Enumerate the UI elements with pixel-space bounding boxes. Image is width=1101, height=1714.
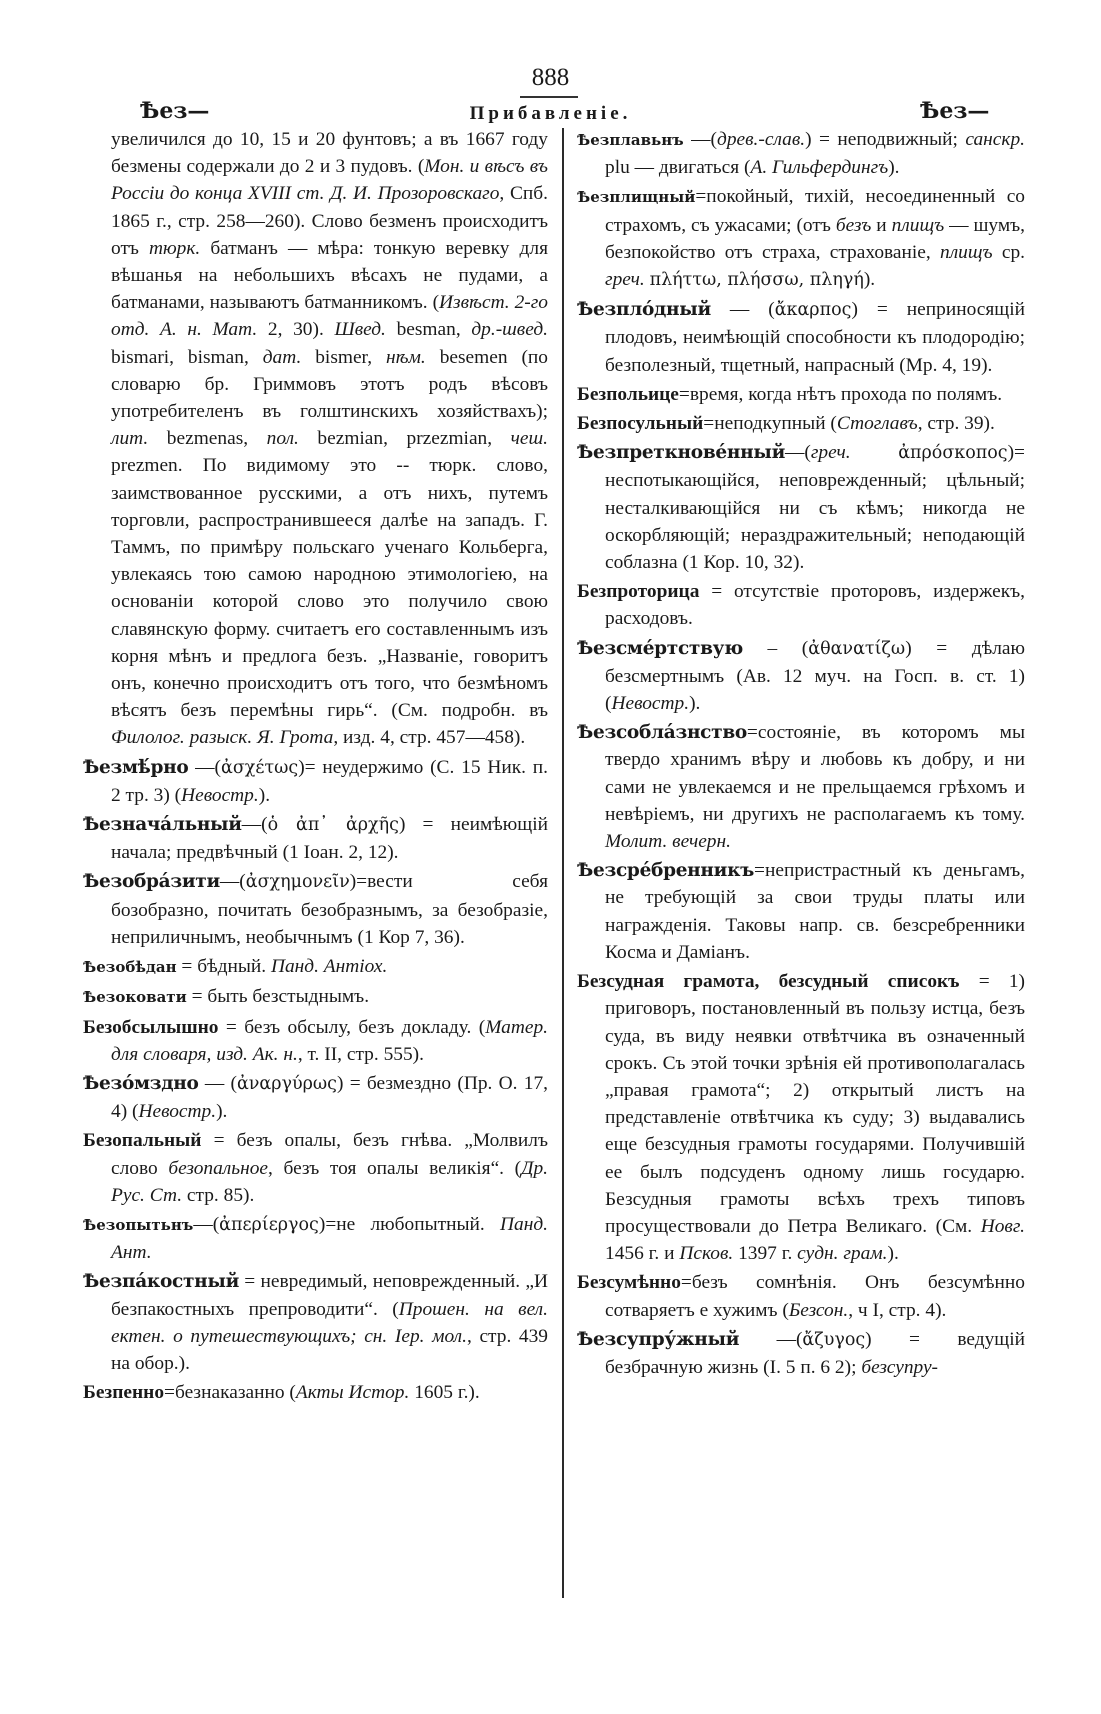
entry-text: , стр. 439 на обор.). — [111, 1325, 548, 1374]
entry-text: = безъ опалы, безъ гнѣва. „Молвилъ слово — [111, 1130, 548, 1179]
entry-text: —( — [241, 814, 268, 836]
greek-text: ἄζυγος — [802, 1329, 866, 1350]
italic-text: тюрк. — [148, 237, 201, 259]
right-column — [577, 126, 1025, 1383]
entry-text: , Спб. 1865 г., стр. 258—260). Слово безменъ происходитъ отъ — [111, 183, 548, 259]
entry-text: prezmen. По видимому это -- тюрк. слово, заимствованное русскими, а отъ нихъ, путемъ торговли, распространившееся далѣе на западъ. Г. Таммъ, по примѣру польскаго ученаго Кольберга, увлекаясь тою самою народною этимологіею, на основаніи которой слово это получило свою славянскую форму. считаетъ его составленнымъ изъ корня мѣнъ и предлога безъ. „Названіе, говоритъ онъ, конечно происходитъ отъ того, что безмѣномъ вѣсятъ безъ перемѣны гирь“. (См. подробн. въ — [111, 455, 548, 722]
entry-text: 1456 г. и — [605, 1243, 680, 1265]
dictionary-entry — [83, 868, 548, 951]
entry-text: = отсутствіе проторовъ, издержекъ, расходовъ. — [605, 581, 1025, 630]
slavonic-headword: Ѣезобра́зити — [83, 871, 220, 893]
entry-text: besman, — [385, 319, 472, 341]
greek-text: ἀναργύρως — [236, 1073, 337, 1094]
slavonic-headword: Ѣезсобла́знство — [577, 722, 747, 744]
entry-text: ср. — [992, 241, 1025, 263]
entry-text: =состояніе, въ которомъ мы твердо хранимъ вѣру и любовь къ добру, и ни сами не увлекаемся и не прельщаемся грѣхомъ и невѣріемъ, ни другихъ не располагаемъ къ тому. — [605, 722, 1025, 825]
entry-text: , т. II, стр. 555). — [297, 1043, 424, 1065]
column-divider — [562, 128, 564, 1598]
entry-text: ). — [888, 157, 900, 179]
entry-text: )=вести себя бозобразно, почитать безобразнымъ, за безобразіе, неприличнымъ, необычнымъ (1 Кор 7, 36). — [111, 871, 548, 948]
italic-text: Невостр. — [611, 693, 690, 715]
dictionary-entry — [577, 578, 1025, 632]
entry-text: ). — [689, 693, 701, 715]
italic-text: Мон. и вѣсъ въ Россіи до конца XVIII ст. Д. И. Прозоровскаго — [111, 156, 549, 205]
greek-text: πλήττω, πλήσσω, πληγή — [649, 270, 864, 291]
entry-text: ) = ведущій безбрачную жизнь (І. 5 п. 6 2); — [605, 1328, 1025, 1378]
italic-text: безопальное — [168, 1157, 269, 1179]
dictionary-entry — [577, 410, 1025, 437]
entry-text: стр. 85). — [182, 1184, 255, 1206]
slavonic-headword: Ѣезсупру́жный — [577, 1328, 740, 1350]
entry-text: —( — [188, 756, 222, 778]
dictionary-entry — [577, 381, 1025, 408]
italic-text: др.-швед. — [471, 319, 548, 341]
dictionary-entry — [83, 1070, 548, 1125]
dictionary-entry — [83, 754, 548, 809]
italic-text: греч. — [810, 442, 851, 464]
italic-text: Прошен. на вел. ектен. о путешествующихъ; сн. Іер. мол. — [111, 1298, 548, 1347]
greek-text: ἀθανατίζω — [808, 638, 906, 659]
slavonic-headword: Ѣезплищный — [577, 188, 696, 207]
dictionary-entry — [577, 126, 1025, 181]
dictionary-entry — [577, 857, 1025, 966]
entry-text: besemen (по словарю бр. Гриммовъ этотъ родъ вѣсовъ употребителенъ въ голштинскихъ хозяйствахъ); — [111, 346, 548, 423]
entry-text: ). — [216, 1101, 228, 1123]
greek-text: ἀσχημονεῖν — [245, 872, 350, 893]
italic-text: безсупру- — [861, 1356, 939, 1378]
italic-text: санскр. — [965, 129, 1025, 150]
entry-text: = 1) приговоръ, постановленный въ пользу истца, безъ суда, въ виду неявки отвѣтчика въ означенный срокъ. Съ этой точки зрѣнія ей противополагалась „правая грамота“; 2) открытый листъ на представленіе отвѣтчика къ суду; 3) выдавались еще безсудныя грамоты государями. Получившій ее былъ подсуденъ одному лишь государю. Безсудныя грамоты всѣхъ трехъ типовъ просуществовали до Петра Великаго. (См. — [605, 971, 1025, 1237]
headword: Безпольице — [577, 383, 679, 405]
entry-text: увеличился до 10, 15 и 20 фунтовъ; а въ 1667 году безмены содержали до 2 и 3 пудовъ. ( — [111, 129, 548, 178]
italic-text: чеш. — [510, 428, 548, 450]
italic-text: Новг. — [980, 1215, 1025, 1237]
entry-text: =покойный, тихій, несоединенный со страхомъ, съ ужасами; (отъ — [605, 186, 1025, 236]
entry-text: ) = дѣлаю безсмертнымъ (Ав. 12 муч. на Госп. в. ст. 1) ( — [605, 637, 1025, 715]
headword: Безсумѣнно — [577, 1272, 681, 1294]
italic-text: Др. Рус. Ст. — [111, 1157, 548, 1206]
italic-text: судн. грам. — [797, 1243, 888, 1265]
headword: Безпроторица — [577, 581, 700, 603]
entry-text: ) = неприносящій плодовъ, неимѣющій способности къ плодородію; безполезный, тщетный, напрасный (Мр. 4, 19). — [605, 299, 1025, 376]
italic-text: Матер. для словаря, изд. Ак. н. — [111, 1016, 548, 1065]
italic-text: Безсон. — [788, 1299, 849, 1321]
italic-text: древ.-слав. — [717, 129, 806, 150]
italic-text: Панд. Антіох. — [270, 956, 388, 978]
entry-text: — ( — [198, 1072, 237, 1094]
headword: Безпосульный — [577, 413, 704, 435]
headword: Безсудная грамота, безсудный списокъ — [577, 971, 960, 993]
entry-text: =безъ сомнѣнія. Онъ безсумѣнно сотваряетъ е хужимъ ( — [605, 1272, 1025, 1321]
entry-text: батманъ — мѣра: тонкую веревку для вѣшанья на небольшихъ вѣсахъ не пудами, а батманами, называютъ батманникомъ. ( — [111, 237, 548, 314]
entry-text: =безнаказанно ( — [164, 1382, 296, 1404]
entry-text: )= неспотыкающійся, неповрежденный; цѣльный; несталкивающійся ни съ кѣмъ; никогда не оскорбляющій; нераздражительный; неподающій соблазна (1 Кор. 10, 32). — [605, 442, 1025, 574]
italic-text: Стоглавъ — [836, 413, 918, 435]
slavonic-headword: Ѣезмѣ́рно — [83, 756, 189, 778]
slavonic-headword: Ѣезсмéртствую — [577, 637, 743, 659]
dictionary-entry — [83, 1268, 548, 1377]
slavonic-headword: Ѣезоковати — [83, 988, 187, 1007]
dictionary-entry — [577, 968, 1025, 1267]
headword: Безобсылышно — [83, 1016, 219, 1038]
entry-continuation — [83, 126, 548, 752]
entry-text: ) = безмездно (Пр. О. 17, 4) ( — [111, 1072, 548, 1123]
entry-text: —( — [739, 1328, 803, 1350]
entry-text — [851, 442, 899, 463]
entry-text: =неподкупный ( — [703, 413, 837, 435]
entry-text: )= неудержимо (С. 15 Ник. п. 2 тр. 3) ( — [111, 756, 548, 806]
dictionary-entry — [577, 1269, 1025, 1323]
dictionary-entry — [577, 296, 1025, 379]
entry-text: bismer, — [301, 346, 386, 368]
italic-text: Молит. вечерн. — [605, 831, 731, 853]
italic-text: А. Гильфердингъ — [750, 157, 889, 179]
dictionary-entry — [577, 183, 1025, 294]
entry-text: = безъ обсылу, безъ докладу. ( — [218, 1016, 486, 1038]
entry-text: – ( — [742, 637, 809, 659]
greek-text: ἀπρόσκοπος — [898, 443, 1008, 464]
entry-text: 1397 г. — [733, 1243, 798, 1265]
entry-text: , изд. 4, стр. 457—458). — [333, 727, 526, 749]
entry-text: = невредимый, неповрежденный. „И безпакостныхъ препроводити“. ( — [111, 1271, 548, 1320]
italic-text: плищъ — [891, 214, 945, 236]
entry-text: —( — [683, 129, 718, 150]
italic-text: греч. — [605, 269, 645, 291]
greek-text: ἀπερίεργος — [219, 1214, 319, 1235]
left-column — [83, 126, 548, 1408]
dictionary-entry — [577, 719, 1025, 855]
dictionary-entry — [577, 439, 1025, 576]
slavonic-headword: Ѣезпа́костный — [83, 1271, 240, 1293]
slavonic-headword: Ѣезобѣдан — [83, 958, 177, 977]
italic-text: безъ — [835, 214, 872, 236]
entry-text: = бѣдный. — [176, 956, 271, 978]
headword: Безпенно — [83, 1382, 165, 1404]
entry-text: , стр. 39). — [917, 413, 995, 435]
slavonic-headword: Ѣезсре́бренникъ — [577, 860, 755, 882]
entry-text: ). — [887, 1243, 899, 1265]
entry-text: )=не любопытный. — [318, 1213, 501, 1235]
entry-text: —( — [193, 1213, 220, 1235]
headword: Безопальный — [83, 1130, 202, 1152]
entry-text: ) = неимѣющій начала; предвѣчный (1 Іоан. 2, 12). — [111, 814, 548, 864]
entry-text: bezmian, przezmian, — [298, 428, 511, 450]
entry-text: —( — [785, 442, 811, 464]
greek-text: ἀσχέτως — [221, 757, 299, 778]
entry-text: =время, когда нѣтъ прохода по полямъ. — [678, 383, 1003, 405]
entry-text: ). — [863, 269, 876, 291]
slavonic-headword: Ѣезо́мздно — [83, 1072, 199, 1094]
italic-text: Невостр. — [181, 784, 259, 806]
entry-text: = быть безстыднымъ. — [186, 986, 370, 1008]
dictionary-entry — [83, 1379, 548, 1406]
italic-text: лит. — [111, 428, 149, 450]
dictionary-entry — [577, 1326, 1025, 1381]
entry-text: bismari, bisman, — [111, 346, 263, 368]
dictionary-entry — [577, 635, 1025, 718]
italic-text: плищъ — [940, 241, 993, 263]
italic-text: Панд. Ант. — [111, 1213, 548, 1264]
entry-text: ) = неподвижный; — [805, 129, 966, 150]
entry-text: bezmenas, — [148, 428, 267, 450]
italic-text: Филолог. разыск. Я. Грота — [111, 727, 334, 749]
entry-text: plu — двигаться ( — [605, 157, 751, 179]
entry-text: — ( — [710, 299, 775, 321]
italic-text: Невостр. — [138, 1101, 217, 1123]
slavonic-headword: Ѣезопытьнъ — [83, 1215, 194, 1234]
dictionary-entry — [83, 1211, 548, 1266]
dictionary-entry — [83, 811, 548, 866]
italic-text: Извѣст. 2-го отд. А. н. Мат. — [111, 292, 548, 341]
italic-text: нѣм. — [386, 346, 426, 368]
page-number — [0, 64, 1101, 92]
dictionary-entry — [83, 953, 548, 981]
greek-text: ἄκαρπος — [774, 300, 852, 321]
dictionary-entry — [83, 1014, 548, 1068]
entry-text: — шумъ, безпокойство отъ страха, страхованіе, — [605, 214, 1025, 263]
slavonic-headword: Ѣезплавьнъ — [577, 131, 684, 149]
running-head-left: Ѣез— — [140, 98, 210, 124]
entry-text: и — [871, 214, 892, 236]
entry-text: 1605 г.). — [409, 1382, 480, 1404]
entry-text: —( — [219, 871, 246, 893]
entry-text: , ч I, стр. 4). — [848, 1299, 947, 1321]
entry-text: =непристрастный къ деньгамъ, не требующій за свои труды платы или награжденія. Таковы напр. св. безсребренники Косма и Даміанъ. — [605, 860, 1025, 963]
page-number-text: 888 — [531, 64, 570, 91]
italic-text: Швед. — [334, 319, 386, 341]
italic-text: Акты Истор. — [295, 1382, 410, 1404]
slavonic-headword: Ѣезпло́дный — [577, 299, 711, 321]
greek-text: ὁ ἀπ᾽ ἀρχῆς — [267, 815, 399, 836]
italic-text: дат. — [262, 346, 302, 368]
entry-text: , безъ тоя опалы великія“. ( — [268, 1157, 522, 1179]
entry-text: ). — [258, 784, 271, 806]
entry-text: 2, 30). — [257, 319, 335, 341]
italic-text: Псков. — [679, 1243, 734, 1265]
running-head-right: Ѣез— — [920, 98, 990, 124]
dictionary-entry — [83, 983, 548, 1011]
italic-text: пол. — [266, 428, 299, 450]
running-head-center: Прибавленіе. — [469, 103, 632, 124]
dictionary-entry — [83, 1127, 548, 1209]
slavonic-headword: Ѣезпреткнове́нный — [577, 442, 785, 464]
slavonic-headword: Ѣезнача́льный — [83, 814, 242, 836]
